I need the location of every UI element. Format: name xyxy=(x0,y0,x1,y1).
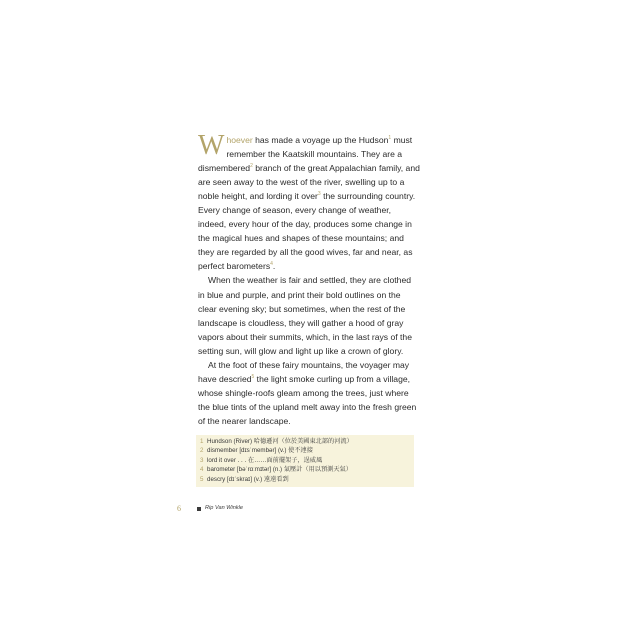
paragraph-1-body xyxy=(198,130,420,272)
note-text: dismember [dɪsˈmembər] (v.) 使不連接 xyxy=(207,447,313,455)
note-number: 3 xyxy=(200,456,204,464)
note-number: 2 xyxy=(200,447,204,455)
text-run: must remember the Kaatskill mountains. They are a dismembered xyxy=(198,135,413,174)
text-run: . xyxy=(272,261,276,272)
paragraph-3-body xyxy=(198,360,416,426)
vocabulary-notes xyxy=(196,435,414,487)
note-4 xyxy=(200,465,410,474)
footer-square-icon xyxy=(197,507,201,511)
note-text: descry [dɪˈskraɪ] (v.) 遠遠看到 xyxy=(207,475,289,483)
note-number: 1 xyxy=(200,438,204,445)
story-text xyxy=(198,130,420,428)
text-run: the surrounding country. Every change of season, every change of weather, indeed, every hour of the day, produces some change in the magical hues and shapes of these mountains; and they are regarded by all the good wives, far and near, as perfect barometers xyxy=(198,191,416,272)
paragraph-1 xyxy=(198,130,420,273)
drop-cap: W xyxy=(198,130,225,161)
note-number: 5 xyxy=(200,475,204,483)
footnote-marker: 5 xyxy=(251,373,255,380)
text-run: When the weather is fair and settled, they are clothed in blue and purple, and print their bold outlines on the clear evening sky; but sometimes, when the rest of the landscape is cloudless, they will gather a hood of gray vapors about their summits, which, in the last rays of the setting sun, will glow and light up like a crown of glory. xyxy=(198,275,412,356)
lead-word: hoever xyxy=(226,135,253,145)
text-run: At the foot of these fairy mountains, the voyager may have descried xyxy=(198,359,410,384)
running-title: Rip Van Winkle xyxy=(205,505,243,511)
note-5 xyxy=(200,475,410,484)
paragraph-2-body xyxy=(198,275,412,355)
note-1 xyxy=(200,437,410,446)
note-number: 4 xyxy=(200,466,204,474)
note-text: barometer [bəˈrɑːmɪtər] (n.) 氣壓計（用以預測天氣） xyxy=(207,466,352,474)
footnote-marker: 2 xyxy=(250,163,253,170)
footnote-marker: 3 xyxy=(317,191,321,198)
note-2 xyxy=(200,446,410,455)
note-text: lord it over . . . 在……面前擺架子，逞威風 xyxy=(207,456,323,464)
text-run: branch of the great Appalachian family, and are seen away to the west of the river, swelling up to a noble height, and lording it over xyxy=(198,163,420,202)
text-run: the light smoke curling up from a village, whose shingle-roofs gleam among the trees, just where the blue tints of the upland melt away into the fresh green of the nearer landscape. xyxy=(198,373,417,426)
paragraph-2 xyxy=(198,273,420,357)
note-text: Hundson (River) 哈德遜河（位於美國東北部的河流） xyxy=(207,438,353,445)
page-number: 6 xyxy=(177,504,181,513)
note-3 xyxy=(200,456,410,465)
text-run: has made a voyage up the Hudson xyxy=(252,135,389,145)
footnote-marker: 4 xyxy=(270,261,273,268)
footnote-marker: 1 xyxy=(388,135,392,141)
paragraph-3 xyxy=(198,358,420,428)
